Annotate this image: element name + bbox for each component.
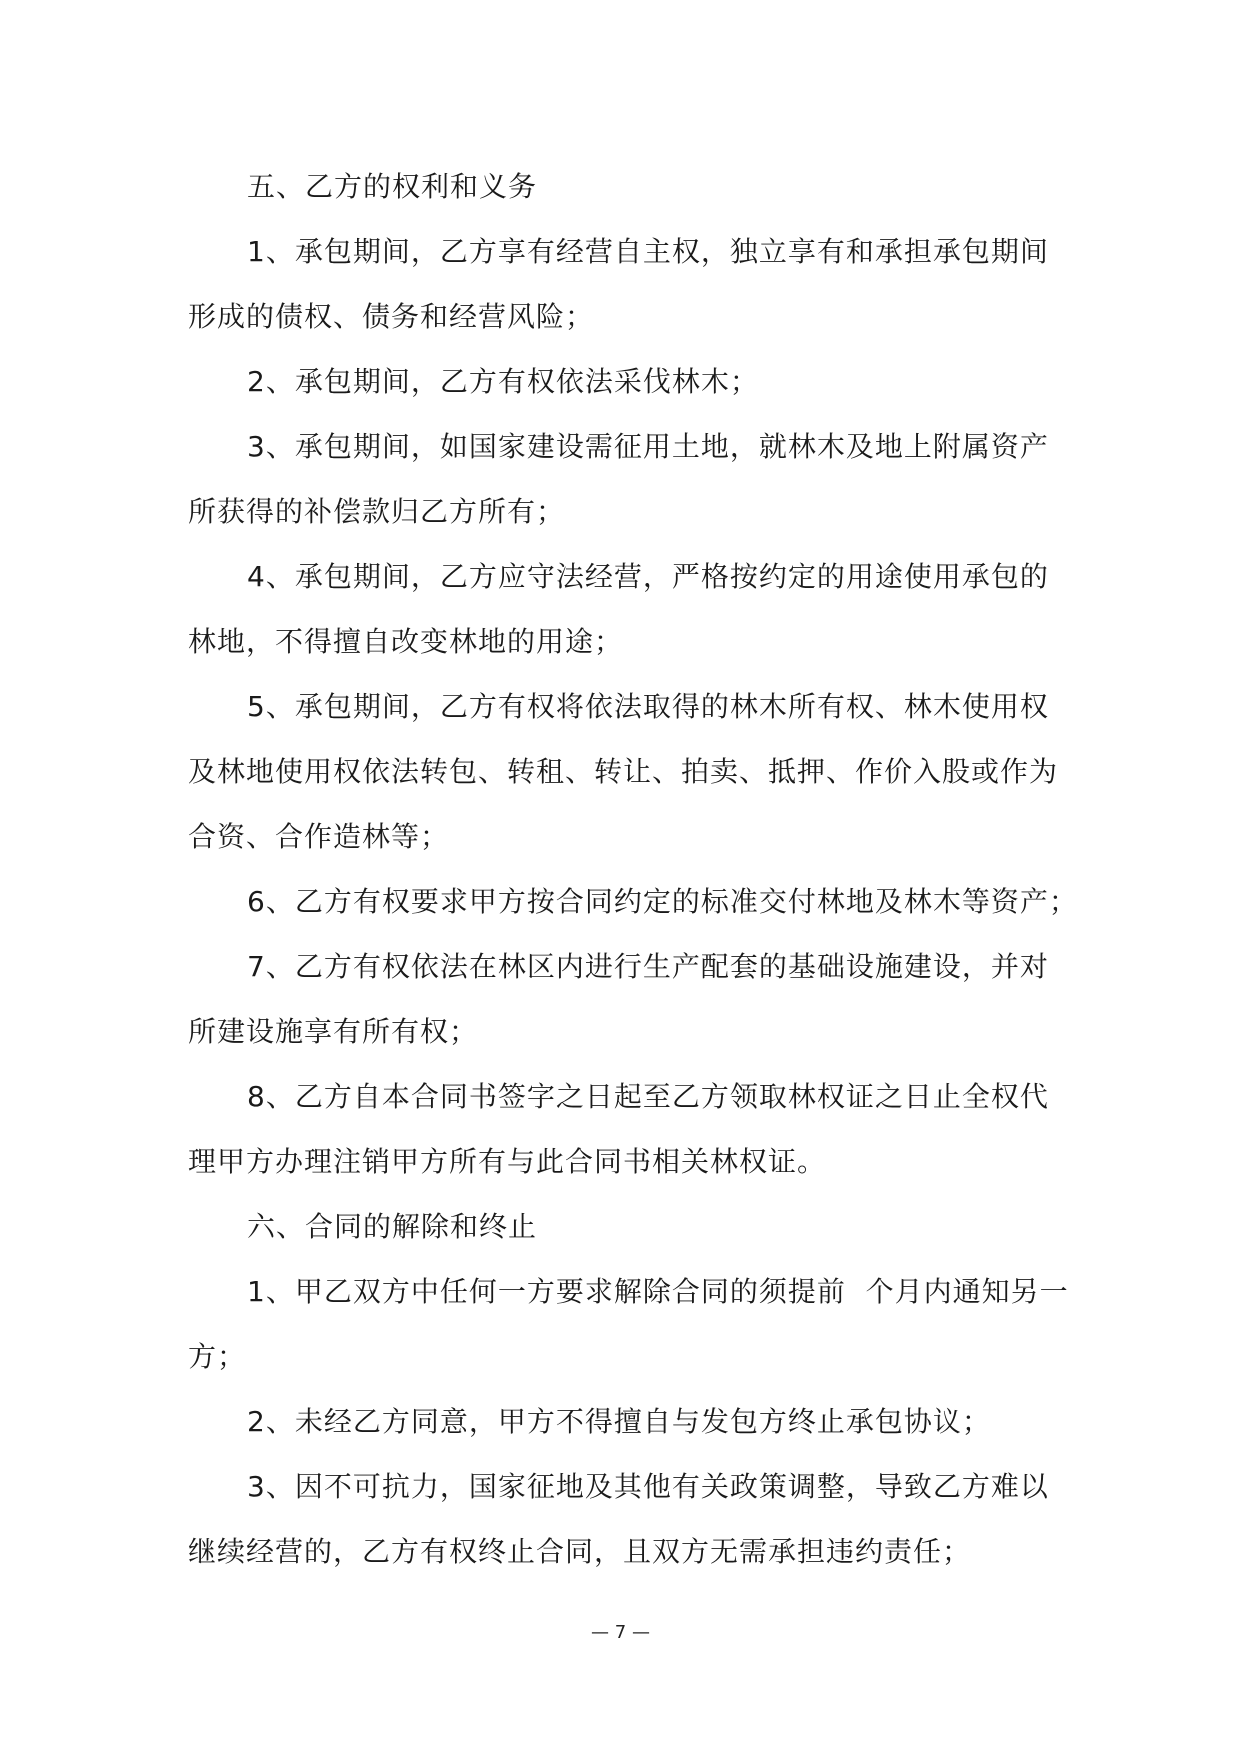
text-line: 1、甲乙双方中任何一方要求解除合同的须提前 个月内通知另一 (247, 1275, 1069, 1308)
clause-5-3 (188, 414, 1058, 544)
clause-5-4 (188, 544, 1058, 674)
text-line: 合资、合作造林等； (188, 820, 450, 853)
text-line: 8、乙方自本合同书签字之日起至乙方领取林权证之日止全权代 (247, 1080, 1049, 1113)
text-line: 3、承包期间，如国家建设需征用土地，就林木及地上附属资产 (247, 430, 1049, 463)
page-number: — 7 — (591, 1622, 650, 1643)
text-line: 所建设施享有所有权； (188, 1015, 479, 1048)
clause-5-1 (188, 219, 1058, 349)
text-line: 方； (188, 1340, 247, 1373)
clause-6-2 (188, 1389, 1058, 1454)
text-line: 及林地使用权依法转包、转租、转让、拍卖、抵押、作价入股或作为 (188, 755, 1059, 788)
text-line: 形成的债权、债务和经营风险； (188, 300, 595, 333)
text-line: 5、承包期间，乙方有权将依法取得的林木所有权、林木使用权 (247, 690, 1049, 723)
clause-5-7 (188, 934, 1058, 1064)
text-line: 4、承包期间，乙方应守法经营，严格按约定的用途使用承包的 (247, 560, 1049, 593)
text-line: 五、乙方的权利和义务 (247, 170, 538, 203)
text-line: 六、合同的解除和终止 (247, 1210, 538, 1243)
text-line: 继续经营的，乙方有权终止合同，且双方无需承担违约责任； (188, 1535, 972, 1568)
text-line: 6、乙方有权要求甲方按合同约定的标准交付林地及林木等资产； (247, 885, 1078, 918)
clause-5-5 (188, 674, 1058, 869)
text-line: 1、承包期间，乙方享有经营自主权，独立享有和承担承包期间 (247, 235, 1049, 268)
section-heading-6 (188, 1194, 1058, 1259)
clause-6-1 (188, 1259, 1069, 1389)
text-line: 7、乙方有权依法在林区内进行生产配套的基础设施建设，并对 (247, 950, 1049, 983)
text-line: 2、承包期间，乙方有权依法采伐林木； (247, 365, 759, 398)
clause-6-3 (188, 1454, 1058, 1584)
text-line: 2、未经乙方同意，甲方不得擅自与发包方终止承包协议； (247, 1405, 991, 1438)
text-line: 林地，不得擅自改变林地的用途； (188, 625, 624, 658)
clause-5-8 (188, 1064, 1058, 1194)
clause-5-6 (188, 869, 1078, 934)
text-line: 理甲方办理注销甲方所有与此合同书相关林权证。 (188, 1145, 827, 1178)
text-line: 3、因不可抗力，国家征地及其他有关政策调整，导致乙方难以 (247, 1470, 1049, 1503)
text-line: 所获得的补偿款归乙方所有； (188, 495, 566, 528)
clause-5-2 (188, 349, 1058, 414)
document-body (188, 154, 1078, 1584)
section-heading-5 (188, 154, 1058, 219)
